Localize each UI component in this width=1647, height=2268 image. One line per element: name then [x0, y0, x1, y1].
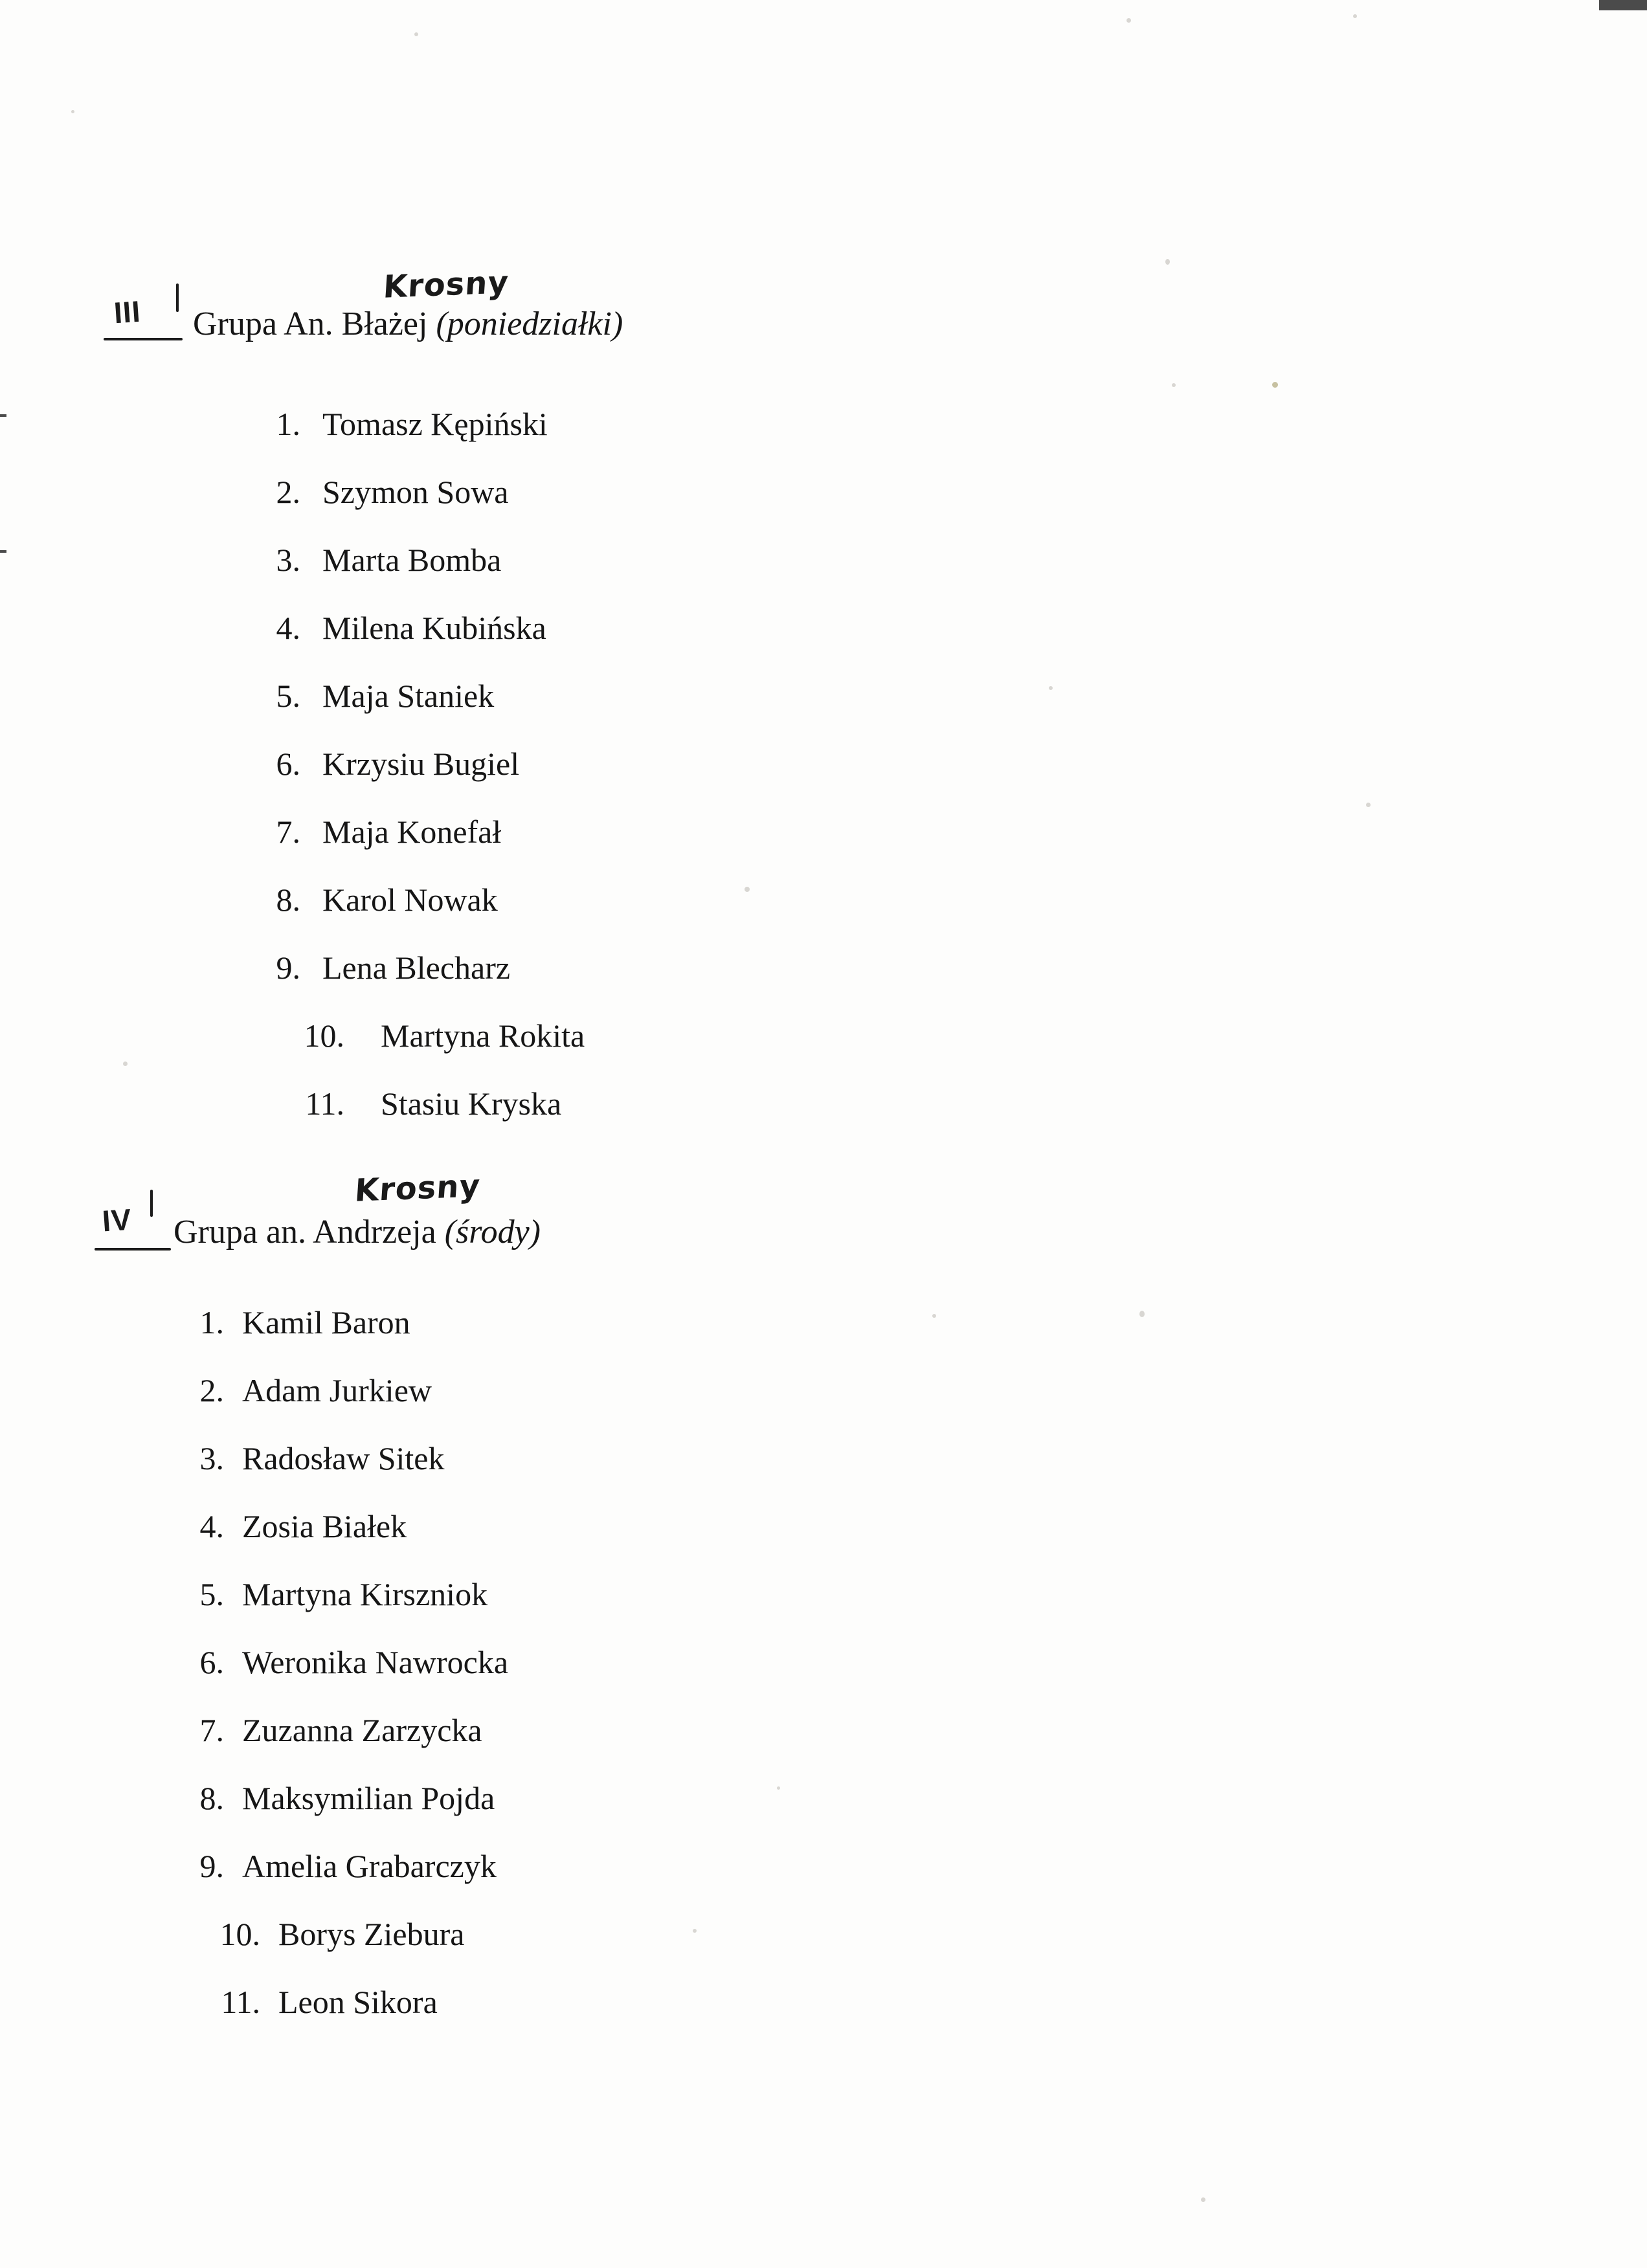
list-item-number: 1. — [199, 1304, 224, 1340]
list-item — [170, 1578, 508, 1610]
list-item-name: Maja Staniek — [322, 678, 495, 714]
list-item-name: Leon Sikora — [278, 1984, 438, 2020]
list-item — [170, 1850, 508, 1882]
list-item — [170, 1646, 508, 1678]
group-iii-header — [0, 129, 1647, 342]
list-item — [170, 1782, 508, 1814]
scan-speck — [693, 1929, 697, 1933]
scan-speck — [745, 887, 750, 892]
list-item-name: Martyna Kirszniok — [242, 1576, 488, 1612]
list-item-name: Szymon Sowa — [322, 474, 509, 510]
list-item-name: Stasiu Kryska — [381, 1085, 562, 1122]
list-item-number: 10. — [219, 1916, 260, 1952]
list-item-number: 6. — [199, 1644, 224, 1680]
list-item-number: 9. — [199, 1848, 224, 1884]
group-iii-title-prefix: Grupa An. Błażej — [193, 306, 428, 342]
list-item-number: 11. — [221, 1984, 260, 2020]
list-item-number: 7. — [276, 814, 300, 850]
scan-speck — [777, 1786, 780, 1790]
list-item — [170, 1374, 508, 1406]
scan-speck — [1126, 18, 1131, 23]
scan-speck — [1172, 383, 1176, 387]
list-item — [170, 1714, 508, 1746]
scan-speck — [1353, 14, 1357, 18]
list-item-name: Maja Konefał — [322, 814, 502, 850]
list-item — [241, 1019, 585, 1052]
roman-tick-iii — [176, 284, 179, 312]
list-item — [241, 680, 585, 712]
list-item-name: Zosia Białek — [242, 1508, 407, 1544]
list-item-name: Amelia Grabarczyk — [242, 1848, 497, 1884]
list-item-name: Maksymilian Pojda — [242, 1780, 495, 1816]
scan-speck — [414, 32, 418, 36]
list-item-name: Tomasz Kępiński — [322, 406, 548, 442]
group-iv-title-prefix: Grupa an. Andrzeja — [174, 1214, 436, 1251]
list-item-name: Radosław Sitek — [242, 1440, 445, 1476]
list-item — [241, 884, 585, 916]
scan-speck — [1366, 803, 1371, 807]
list-item — [170, 1442, 508, 1474]
scan-edge-mark-top — [1599, 0, 1647, 10]
list-item-number: 8. — [276, 882, 300, 918]
scan-speck — [123, 1062, 128, 1066]
list-item-name: Weronika Nawrocka — [242, 1644, 509, 1680]
group-iv-title — [174, 1216, 541, 1249]
list-item-number: 9. — [276, 950, 300, 986]
list-item — [170, 1918, 508, 1950]
scan-speck — [1049, 686, 1053, 690]
list-item — [241, 816, 585, 848]
list-item — [170, 1306, 508, 1339]
group-iv-roman: IV — [101, 1202, 133, 1238]
group-iii-title-day: (poniedziałki) — [436, 306, 623, 342]
group-iv-handwritten-note: Krosny — [353, 1168, 482, 1209]
list-item-name: Marta Bomba — [322, 542, 502, 578]
list-item — [241, 612, 585, 644]
roman-tick-iv — [150, 1190, 153, 1217]
list-item-number: 5. — [199, 1576, 224, 1612]
scan-speck — [1165, 259, 1170, 265]
list-item-number: 6. — [276, 746, 300, 782]
list-item — [241, 1087, 585, 1120]
list-item-number: 3. — [199, 1440, 224, 1476]
group-iii-roman: III — [113, 294, 142, 330]
scan-speck — [932, 1314, 936, 1318]
list-item-number: 11. — [305, 1085, 344, 1122]
scan-speck — [1139, 1311, 1145, 1317]
scan-speck — [71, 110, 74, 113]
group-iv-title-day: (środy) — [444, 1214, 541, 1251]
list-item-name: Kamil Baron — [242, 1304, 410, 1340]
list-item-number: 4. — [276, 610, 300, 646]
list-item-number: 5. — [276, 678, 300, 714]
list-item-name: Milena Kubińska — [322, 610, 546, 646]
group-iv-header — [0, 1139, 1647, 1251]
list-item — [241, 748, 585, 780]
roman-underline-iv — [95, 1248, 171, 1251]
list-item-name: Zuzanna Zarzycka — [242, 1712, 482, 1748]
list-item-name: Krzysiu Bugiel — [322, 746, 520, 782]
list-item-number: 3. — [276, 542, 300, 578]
list-item-number: 8. — [199, 1780, 224, 1816]
list-item-number: 2. — [199, 1372, 224, 1408]
list-item-name: Karol Nowak — [322, 882, 498, 918]
list-item-number: 4. — [199, 1508, 224, 1544]
list-item — [241, 544, 585, 576]
scan-speck — [1272, 382, 1278, 388]
list-item-name: Adam Jurkiew — [242, 1372, 432, 1408]
group-section-iv — [0, 1139, 1647, 2020]
list-item — [241, 476, 585, 508]
list-item-number: 7. — [199, 1712, 224, 1748]
roman-underline-iii — [104, 338, 183, 340]
list-item — [170, 1510, 508, 1542]
list-item — [241, 951, 585, 984]
group-iii-name-list — [241, 408, 585, 1155]
list-item-name: Martyna Rokita — [381, 1017, 585, 1054]
scan-edge-mark-left-2 — [0, 550, 6, 553]
list-item-name: Borys Ziebura — [278, 1916, 465, 1952]
group-iv-name-list — [170, 1306, 508, 2054]
group-section-iii — [0, 129, 1647, 1122]
scan-speck — [1201, 2197, 1205, 2202]
list-item — [241, 408, 585, 440]
scan-edge-mark-left-1 — [0, 414, 6, 417]
group-iii-handwritten-note: Krosny — [382, 264, 510, 306]
list-item-number: 1. — [276, 406, 300, 442]
list-item-number: 10. — [304, 1017, 344, 1054]
list-item-name: Lena Blecharz — [322, 950, 511, 986]
list-item-number: 2. — [276, 474, 300, 510]
list-item — [170, 1986, 508, 2018]
group-iii-title — [193, 307, 623, 341]
